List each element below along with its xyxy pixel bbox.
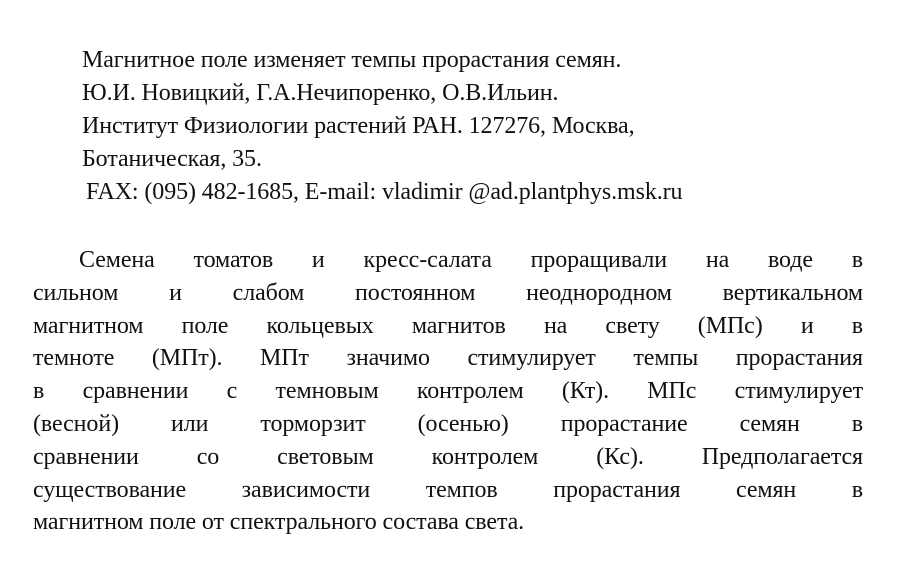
abstract-line: в сравнении с темновым контролем (Кт). МПс стимулирует: [33, 378, 863, 405]
abstract-line: сравнении со световым контролем (Кс). Предполагается: [33, 443, 863, 470]
article-title: Магнитное поле изменяет темпы прорастания семян.: [82, 47, 622, 73]
abstract-line: магнитном поле от спектрального состава света.: [33, 509, 525, 536]
abstract-line: темноте (МПт). МПт значимо стимулирует темпы прорастания: [33, 345, 863, 372]
abstract-line: (весной) или торморзит (осенью) прорастание семян в: [33, 410, 863, 437]
abstract-line: Семена томатов и кресс-салата проращивали на воде в: [79, 247, 863, 273]
institute-address-line-1: Институт Физиологии растений РАН. 127276, Москва,: [82, 113, 635, 139]
contact-info: FAX: (095) 482-1685, E-mail: vladimir @ad.plantphys.msk.ru: [86, 179, 683, 205]
article-authors: Ю.И. Новицкий, Г.А.Нечипоренко, О.В.Ильин.: [82, 80, 559, 106]
abstract-line: существование зависимости темпов прорастания семян в: [33, 476, 863, 503]
abstract-line: сильном и слабом постоянном неоднородном вертикальном: [33, 279, 863, 306]
abstract-paragraph: [33, 244, 863, 539]
article-header: [82, 44, 882, 209]
abstract-line: магнитном поле кольцевых магнитов на свету (МПс) и в: [33, 312, 863, 339]
institute-address-line-2: Ботаническая, 35.: [82, 146, 262, 172]
